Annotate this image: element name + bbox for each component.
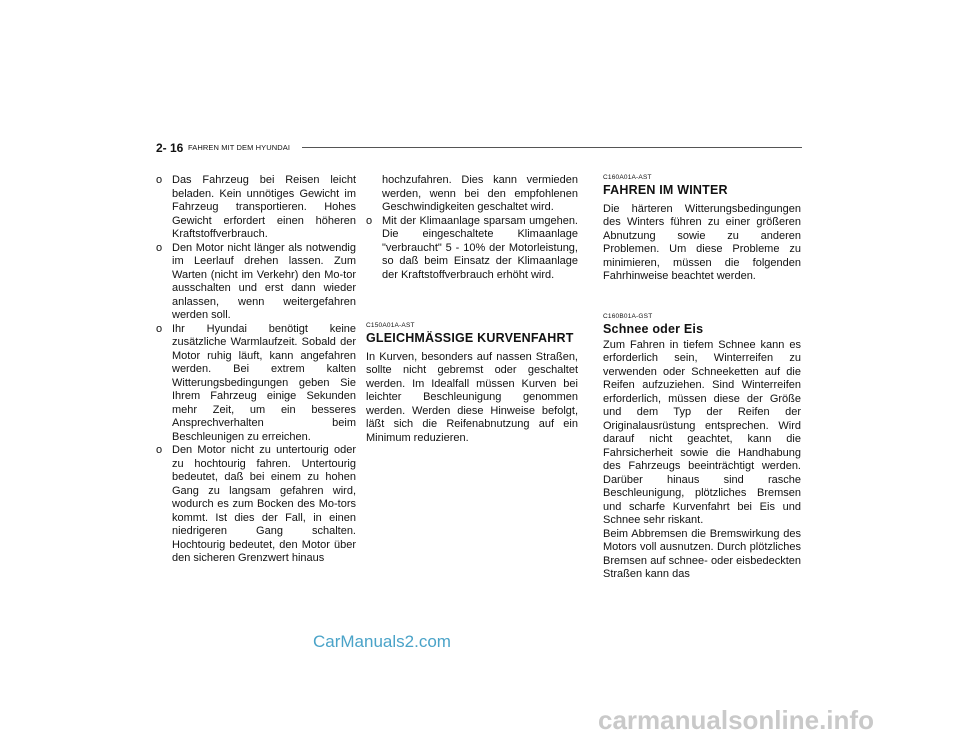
header-rule [302, 147, 802, 148]
section-body: Die härteren Witterungsbedingungen des Winters führen zu einer größeren Abnutzung sowie zu anderen Problemen. Um diese Probleme zu minimieren, müssen die folgenden Fahrhinweise beachtet werden. [603, 202, 801, 282]
section-heading: GLEICHMÄSSIGE KURVENFAHRT [366, 331, 574, 345]
bullet-item [156, 444, 356, 566]
section-body: Zum Fahren in tiefem Schnee kann es erforderlich sein, Winterreifen zu verwenden oder Schneeketten auf die Reifen aufzuziehen. Sind Winterreifen erforderlich, müssen diese der Größe und dem Typ der Reifen der Originalausrüstung entsprechen. Wird darauf nicht geachtet, kann die Fahrsicherheit sowie die Handhabung des Fahrzeugs beeinträchtigt werden. Darüber hinaus sind rasche Beschleunigung, plötzliches Bremsen und scharfe Kurvenfahrt bei Eis und Schnee sehr riskant. [603, 338, 801, 526]
section-heading: FAHREN IM WINTER [603, 183, 728, 197]
bullet-mark: o [366, 214, 373, 227]
bullet-text: Den Motor nicht zu untertourig oder zu hochtourig fahren. Untertourig bedeutet, daß bei einem zu hohen Gang zu langsam gefahren wird, wodurch es zum Bocken des Mo-tors kommt. Ist dies der Fall, in einen niedrigeren Gang schalten. Hochtourig bedeutet, den Motor über den sicheren Grenzwert hinaus [172, 444, 356, 564]
section-code: C160A01A-AST [603, 174, 652, 181]
bullet-item [366, 215, 578, 283]
chapter-title: FAHREN MIT DEM HYUNDAI [188, 143, 291, 152]
bullet-mark: o [156, 444, 163, 456]
bullet-text: Den Motor nicht länger als notwendig im Leerlauf drehen lassen. Zum Warten (nicht im Verkehr) den Mo-tor ausschalten und erst dann wieder anlassen, wenn weitergefahren werden soll. [172, 241, 356, 321]
continued-text: hochzufahren. Dies kann vermieden werden, wenn bei den empfohlenen Geschwindigkeiten geschaltet wird. [382, 174, 578, 213]
bullet-item [156, 323, 356, 445]
section-heading: Schnee oder Eis [603, 322, 704, 336]
section-winter [603, 174, 801, 284]
section-cornering [366, 322, 578, 445]
bullet-mark: o [156, 241, 163, 254]
bullet-text: Das Fahrzeug bei Reisen leicht beladen. Kein unnötiges Gewicht im Fahrzeug transportieren. Hohes Gewicht erfordert einen höheren Kraftstoffverbrauch. [172, 174, 356, 240]
watermark-carmanualsonline: carmanualsonline.info [598, 705, 874, 735]
bullet-item [156, 174, 356, 242]
column-1 [156, 174, 356, 566]
section-code: C150A01A-AST [366, 322, 415, 329]
column-2 [366, 174, 578, 444]
section-code: C160B01A-GST [603, 313, 653, 320]
section-snow-ice [603, 313, 801, 582]
watermark-carmanuals2: CarManuals2.com [313, 632, 451, 651]
bullet-mark: o [156, 174, 163, 186]
bullet-text: Ihr Hyundai benötigt keine zusätzliche Warmlaufzeit. Sobald der Motor ruhig läuft, kann angefahren werden. Bei extrem kalten Witterungsbedingungen geben Sie Ihrem Fahrzeug einige Sekunden mehr Zeit, um ein besseres Ansprechverhalten beim Beschleunigen zu erreichen. [172, 322, 356, 443]
bullet-item [156, 242, 356, 323]
bullet-text: Mit der Klimaanlage sparsam umgehen. Die eingeschaltete Klimaanlage "verbraucht" 5 - 10% der Motorleistung, so daß beim Einsatz der Klimaanlage der Kraftstoffverbrauch erhöht wird. [382, 214, 578, 281]
section-body: Beim Abbremsen die Bremswirkung des Motors voll ausnutzen. Durch plötzliches Bremsen auf schnee- oder eisbedeckten Straßen kann das [603, 527, 801, 580]
bullet-mark: o [156, 322, 163, 335]
section-body: In Kurven, besonders auf nassen Straßen, sollte nicht gebremst oder geschaltet werden. Im Idealfall müssen Kurven bei leichter Beschleunigung genommen werden. Werden diese Hinweise befolgt, läßt sich die Reifenabnutzung auf ein Minimum reduzieren. [366, 350, 578, 444]
page-header [156, 141, 802, 157]
page-number: 2- 16 [156, 141, 184, 155]
